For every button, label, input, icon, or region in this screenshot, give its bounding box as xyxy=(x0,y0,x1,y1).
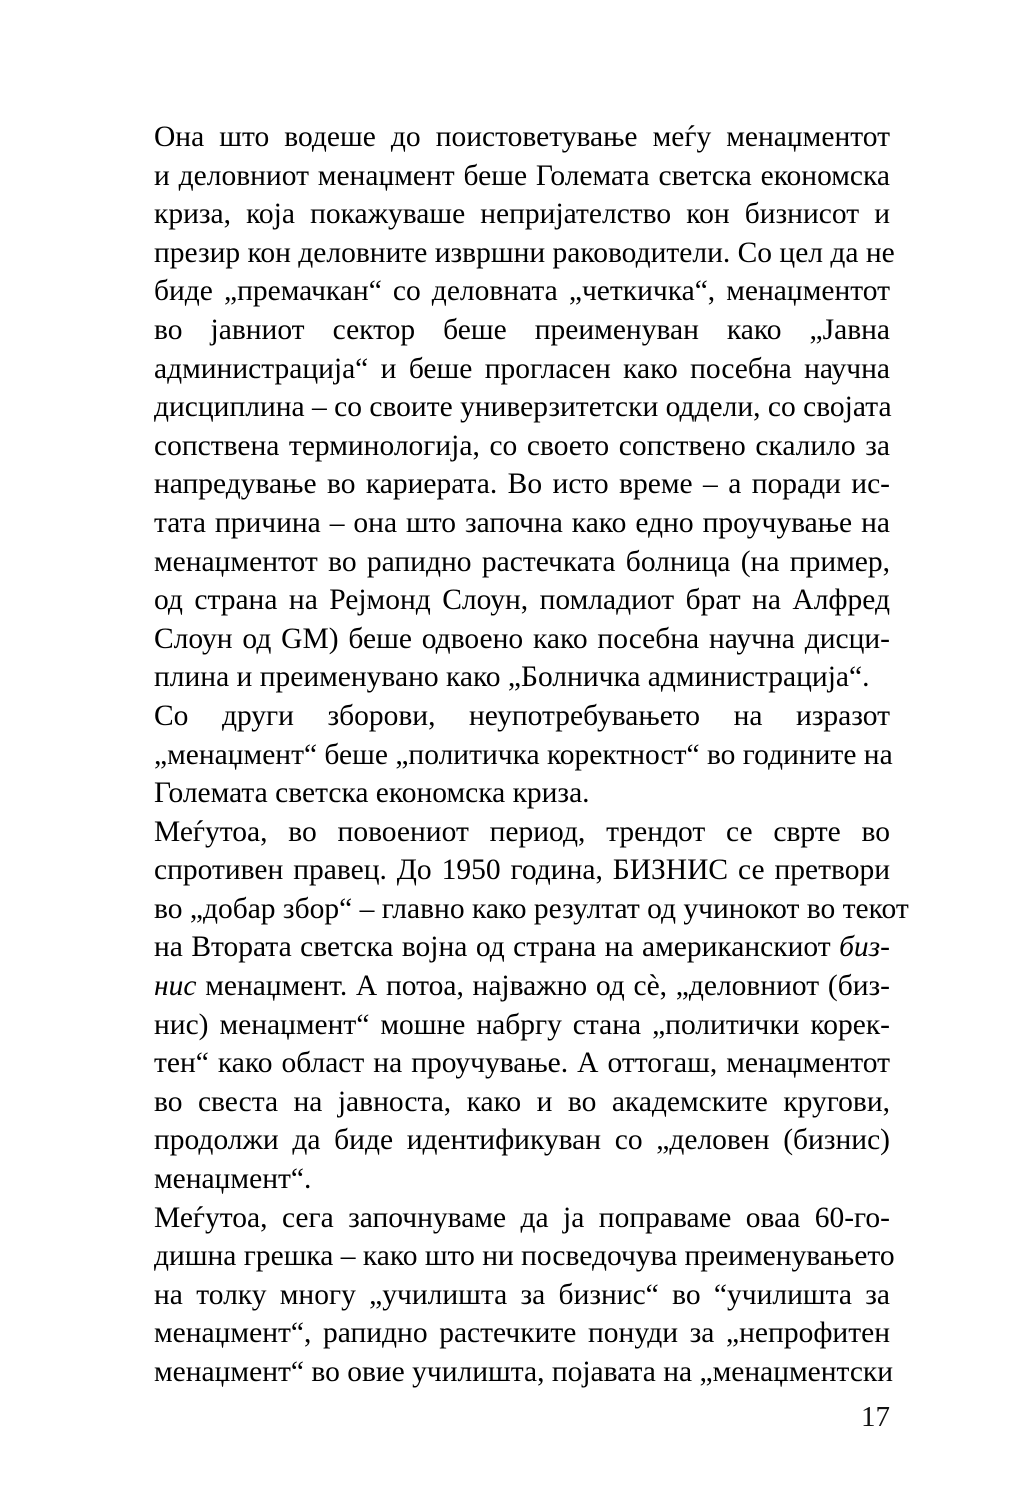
text-line: од страна на Рејмонд Слоун, помладиот брат на Алфред xyxy=(154,584,890,617)
text-line-italic-tail xyxy=(112,928,890,967)
text-line: Со други зборови, неупотребувањето на изразот xyxy=(154,699,890,732)
text-line: менаџмент“ во овие училишта, појавата на „менаџментски xyxy=(154,1356,894,1388)
text-line: „менаџмент“ беше „политичка коректност“ во годините на xyxy=(154,738,893,771)
text-line: плина и преименувано како „Болничка администрација“. xyxy=(154,661,870,694)
italic-word: нис xyxy=(154,970,197,1003)
text-line: нис) менаџмент“ мошне набргу стана „политички корек- xyxy=(154,1008,890,1041)
text-line: Меѓутоа, сега започнуваме да ја поправаме оваа 60-го- xyxy=(154,1201,890,1234)
text-line: напредување во кариерата. Во исто време – а поради ис- xyxy=(154,468,890,501)
text-line: презир кон деловните извршни раководители. Со цел да не xyxy=(154,236,895,269)
page-number: 17 xyxy=(861,1401,890,1433)
text-line: спротивен правец. До 1950 година, БИЗНИС се претвори xyxy=(154,854,890,887)
text-line: Слоун од GM) беше одвоено како посебна научна дисци- xyxy=(154,622,890,655)
text-line: тен“ како област на проучување. А оттогаш, менаџментот xyxy=(154,1047,890,1080)
text-line: менаџмент“, рапидно растечките понуди за „непрофитен xyxy=(154,1317,890,1350)
text-segment: менаџмент. А потоа, најважно од сѐ, „деловниот (биз- xyxy=(196,970,890,1003)
text-line-italic-head xyxy=(112,967,890,1006)
text-line: администрација“ и беше прогласен како посебна научна xyxy=(154,352,890,385)
text-line: криза, која покажуваше непријателство кон бизнисот и xyxy=(154,198,890,231)
paragraph-1 xyxy=(112,118,895,697)
paragraph-4 xyxy=(112,1199,895,1392)
text-line: сопствена терминологија, со своето сопствено скалило за xyxy=(154,429,890,462)
text-line: на толку многу „училишта за бизнис“ во “училишта за xyxy=(154,1278,890,1311)
text-line: дисциплина – со своите универзитетски оддели, со својата xyxy=(154,391,892,424)
text-line: тата причина – она што започна како едно проучување на xyxy=(154,506,890,539)
text-line: во „добар збор“ – главно како резултат од учинокот во текот xyxy=(154,892,909,925)
text-line: и деловниот менаџмент беше Големата светска економска xyxy=(154,159,890,192)
text-segment: на Втората светска војна од страна на американскиот xyxy=(154,931,840,964)
text-line: биде „премачкан“ со деловната „четкичка“, менаџментот xyxy=(154,275,890,308)
text-line: менаџментот во рапидно растечката болница (на пример, xyxy=(154,545,890,578)
text-line: Меѓутоа, во повоениот период, трендот се сврте во xyxy=(154,815,890,848)
text-line: Големата светска економска криза. xyxy=(154,777,590,810)
text-line: во јавниот сектор беше преименуван како „Јавна xyxy=(154,313,890,346)
text-column xyxy=(112,118,909,1392)
text-line: во свеста на јавноста, како и во академските кругови, xyxy=(154,1085,890,1118)
text-line: продолжи да биде идентификуван со „деловен (бизнис) xyxy=(154,1124,890,1157)
paragraph-3 xyxy=(112,813,909,1199)
paragraph-2 xyxy=(112,697,893,813)
text-line: Она што водеше до поистоветување меѓу менаџментот xyxy=(154,121,890,153)
italic-word: биз- xyxy=(839,931,890,964)
text-line: дишна грешка – како што ни посведочува преименувањето xyxy=(154,1240,895,1273)
text-line: менаџмент“. xyxy=(154,1163,312,1196)
